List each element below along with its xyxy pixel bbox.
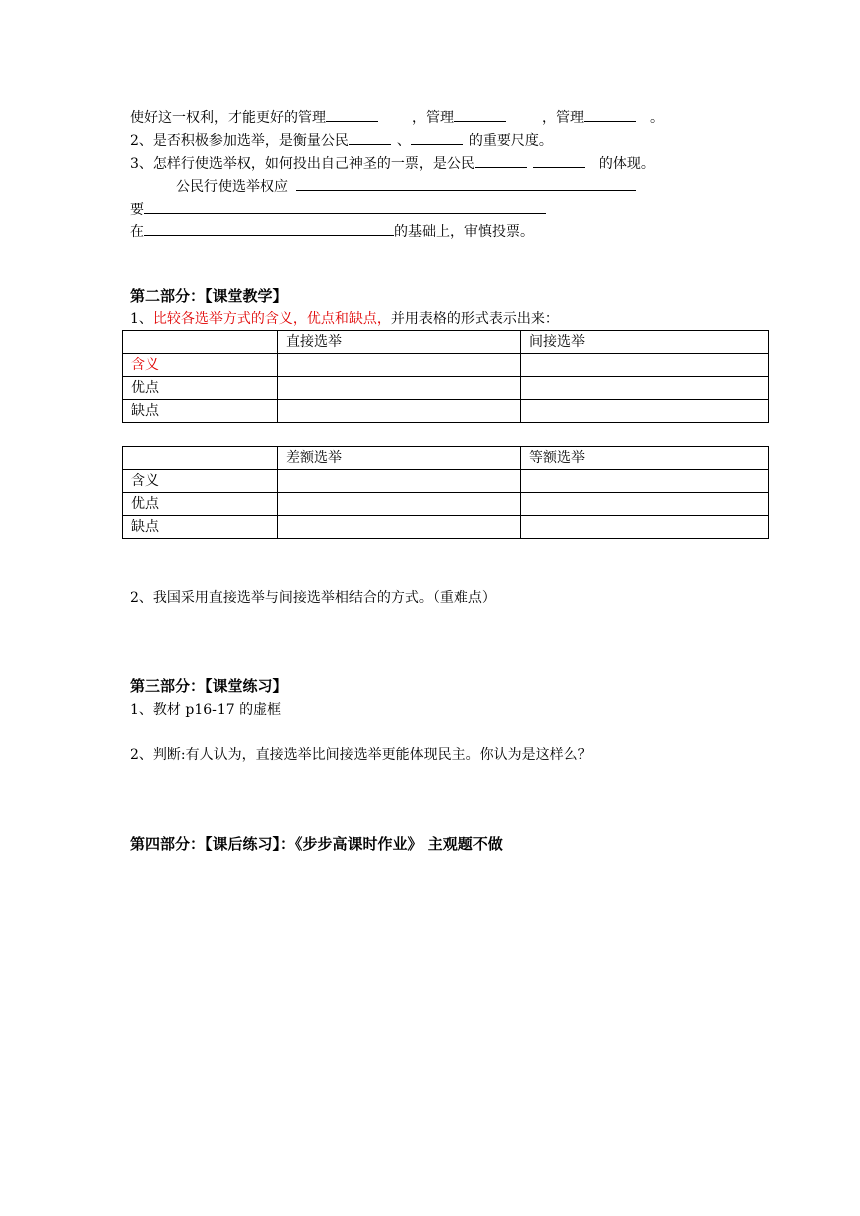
table-header-cell (123, 447, 278, 470)
blank[interactable] (144, 199, 546, 214)
section2-item1: 1、比较各选举方式的含义，优点和缺点，并用表格的形式表示出来： (130, 311, 559, 327)
fill-line-6: 在 的基础上，审慎投票。 (130, 221, 534, 242)
section3-item2: 2、判断:有人认为，直接选举比间接选举更能体现民主。你认为是这样么？ (130, 747, 592, 763)
table-cell[interactable] (278, 354, 521, 377)
blank[interactable] (533, 153, 585, 168)
fill-line-2: 2、是否积极参加选举，是衡量公民 、 的重要尺度。 (130, 130, 553, 151)
table-cell[interactable] (278, 400, 521, 423)
fill-line-5: 要 (130, 199, 546, 220)
blank[interactable] (296, 176, 636, 191)
blank[interactable] (349, 130, 391, 145)
row-label: 缺点 (123, 516, 278, 539)
table-cell[interactable] (521, 493, 769, 516)
table-header-cell: 直接选举 (278, 331, 521, 354)
table-cell[interactable] (278, 493, 521, 516)
table-row (123, 493, 769, 516)
comparison-table-1 (122, 330, 769, 423)
table-row (123, 354, 769, 377)
table-header-cell (123, 331, 278, 354)
fill-line-1: 使好这一权利，才能更好的管理 ，管理 ，管理 。 (130, 107, 664, 128)
table-row (123, 516, 769, 539)
blank[interactable] (326, 107, 378, 122)
table-cell[interactable] (521, 470, 769, 493)
table-cell[interactable] (521, 354, 769, 377)
table-cell[interactable] (521, 377, 769, 400)
section3-item1: 1、教材 p16-17 的虚框 (130, 702, 282, 718)
row-label: 优点 (123, 493, 278, 516)
section3-heading: 第三部分：【课堂练习】 (130, 677, 288, 695)
table-header-cell: 间接选举 (521, 331, 769, 354)
section2-item2: 2、我国采用直接选举与间接选举相结合的方式。（重难点） (130, 590, 496, 606)
blank[interactable] (411, 130, 463, 145)
table-row (123, 377, 769, 400)
table-cell[interactable] (278, 516, 521, 539)
comparison-table-2 (122, 446, 769, 539)
blank[interactable] (584, 107, 636, 122)
fill-line-4: 公民行使选举权应 (176, 176, 636, 197)
table-header-cell: 等额选举 (521, 447, 769, 470)
blank[interactable] (144, 221, 394, 236)
row-label: 缺点 (123, 400, 278, 423)
table-cell[interactable] (521, 400, 769, 423)
table-cell[interactable] (278, 377, 521, 400)
table-row (123, 470, 769, 493)
table-cell[interactable] (278, 470, 521, 493)
row-label: 优点 (123, 377, 278, 400)
section2-heading: 第二部分：【课堂教学】 (130, 287, 288, 305)
section4-heading: 第四部分：【课后练习】：《步步高课时作业》 主观题不做 (130, 835, 503, 853)
table-header-row (123, 331, 769, 354)
fill-line-3: 3、怎样行使选举权，如何投出自己神圣的一票，是公民 的体现。 (130, 153, 655, 174)
blank[interactable] (475, 153, 527, 168)
row-label: 含义 (123, 470, 278, 493)
table-cell[interactable] (521, 516, 769, 539)
row-label: 含义 (123, 354, 278, 377)
table-header-cell: 差额选举 (278, 447, 521, 470)
blank[interactable] (454, 107, 506, 122)
table-row (123, 400, 769, 423)
table-header-row (123, 447, 769, 470)
